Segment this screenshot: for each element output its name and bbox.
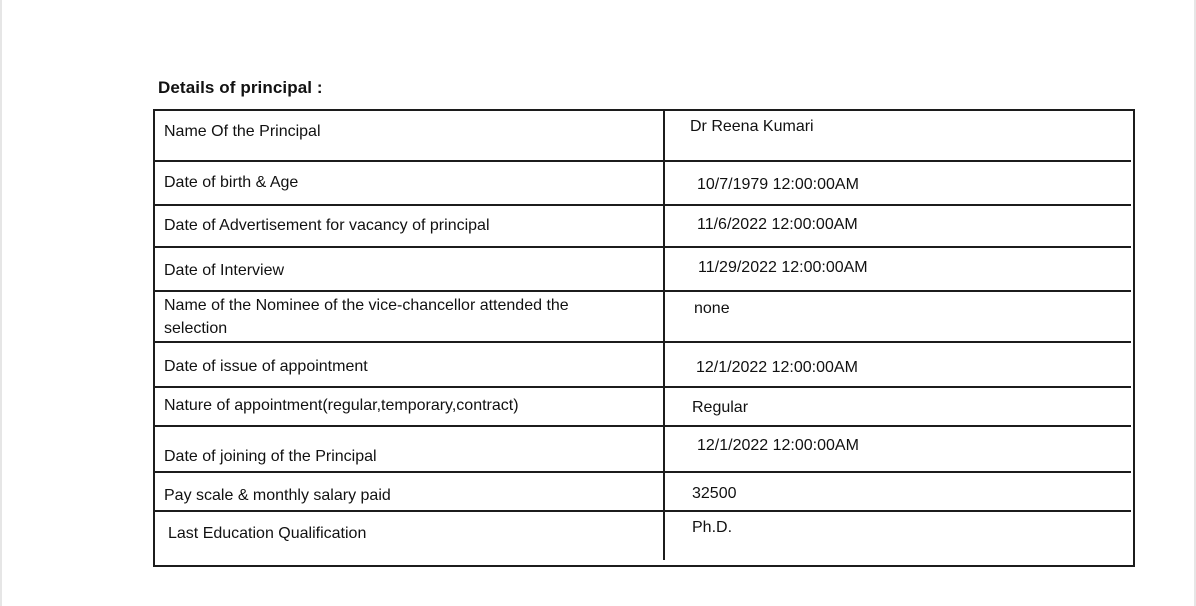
- row-label-joining-date: Date of joining of the Principal: [164, 448, 377, 465]
- row-divider: [155, 341, 1131, 343]
- row-divider: [155, 510, 1131, 512]
- row-divider: [155, 386, 1131, 388]
- row-value-pay-scale: 32500: [692, 485, 737, 502]
- row-label-date-of-birth: Date of birth & Age: [164, 174, 299, 191]
- row-divider: [155, 204, 1131, 206]
- row-label-appointment-issue-date: Date of issue of appointment: [164, 358, 368, 375]
- row-divider: [155, 160, 1131, 162]
- row-value-education: Ph.D.: [692, 519, 733, 536]
- row-label-education: Last Education Qualification: [168, 525, 367, 542]
- row-label-vc-nominee: Name of the Nominee of the vice-chancellor attended the selection: [164, 297, 569, 337]
- row-label-advertisement-date: Date of Advertisement for vacancy of principal: [164, 217, 490, 234]
- row-divider: [155, 246, 1131, 248]
- row-label-appointment-nature: Nature of appointment(regular,temporary,contract): [164, 397, 519, 414]
- row-value-vc-nominee: none: [694, 300, 730, 317]
- row-value-joining-date: 12/1/2022 12:00:00AM: [697, 437, 859, 454]
- row-value-interview-date: 11/29/2022 12:00:00AM: [698, 259, 868, 276]
- row-divider: [155, 471, 1131, 473]
- row-value-principal-name: Dr Reena Kumari: [690, 118, 814, 135]
- row-divider: [155, 425, 1131, 427]
- row-label-principal-name: Name Of the Principal: [164, 123, 321, 140]
- row-divider: [155, 290, 1131, 292]
- row-value-date-of-birth: 10/7/1979 12:00:00AM: [697, 176, 859, 193]
- row-value-appointment-nature: Regular: [692, 399, 749, 416]
- row-value-appointment-issue-date: 12/1/2022 12:00:00AM: [696, 359, 858, 376]
- row-label-pay-scale: Pay scale & monthly salary paid: [164, 487, 391, 504]
- page-edge-left: [0, 0, 2, 606]
- column-divider: [663, 111, 665, 560]
- row-label-interview-date: Date of Interview: [164, 262, 285, 279]
- section-title: Details of principal :: [158, 78, 323, 97]
- row-value-advertisement-date: 11/6/2022 12:00:00AM: [697, 216, 858, 233]
